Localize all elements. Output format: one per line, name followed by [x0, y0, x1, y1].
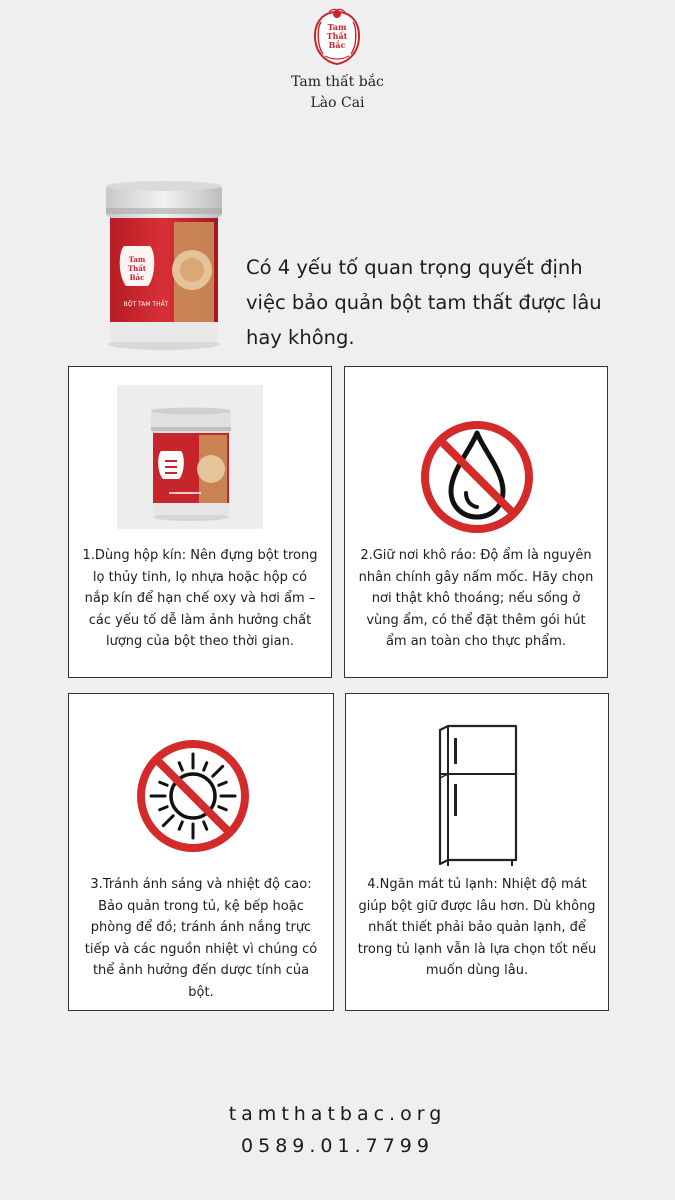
brand-name: [0, 72, 675, 114]
intro-text: Có 4 yếu tố quan trọng quyết định việc bảo quản bột tam thất được lâu hay không.: [246, 256, 602, 349]
sun-ray: [204, 822, 207, 829]
logo-text-3: Bắc: [328, 40, 346, 50]
jar-product-label: BỘT TAM THẤT: [123, 301, 169, 308]
refrigerator-icon: [436, 724, 520, 870]
sun-ray: [160, 807, 167, 810]
sun-ray: [179, 822, 182, 829]
no-sun-icon: [135, 738, 251, 854]
tip-text-4: 4.Ngăn mát tủ lạnh: Nhiệt độ mát giúp bột giữ được lâu hơn. Dù không nhất thiết phải bảo quản lạnh, để trong tủ lạnh vẫn là lựa chọn tốt nếu muốn dùng lâu.: [357, 877, 597, 978]
sun-ray: [213, 766, 223, 776]
tip-card-3: [68, 693, 334, 1011]
no-water-drop-icon: [419, 419, 535, 535]
logo-text-1: Tam: [327, 22, 347, 32]
product-jar-image: [104, 178, 224, 350]
footer-contact: [0, 1098, 675, 1162]
sun-ray: [219, 782, 226, 785]
logo-text-2: Thất: [326, 31, 348, 41]
sun-ray: [204, 763, 207, 770]
powder-jar-photo: [149, 405, 233, 521]
tip-card-4: [345, 693, 609, 1011]
tip-card-2: [344, 366, 608, 678]
sun-ray: [160, 782, 167, 785]
jar-label-3: Bắc: [129, 273, 145, 282]
tip-text-1: 1.Dùng hộp kín: Nên đựng bột trong lọ thủy tinh, lọ nhựa hoặc hộp có nắp kín để hạn chế oxy và hơi ẩm – các yếu tố dễ làm ảnh hưởng chất lượng của bột theo thời gian.: [82, 548, 318, 649]
sun-ray: [163, 816, 173, 826]
brand-name-line2: Lào Cai: [310, 95, 365, 111]
jar-label-2: Thất: [127, 264, 147, 273]
brand-name-line1: Tam thất bắc: [291, 74, 384, 90]
tip-card-1: [68, 366, 332, 678]
tip-text-3: 3.Tránh ánh sáng và nhiệt độ cao: Bảo quản trong tủ, kệ bếp hoặc phòng để đồ; tránh ánh nắng trực tiếp và các nguồn nhiệt vì chúng có thể ảnh hưởng đến dược tính của bột.: [84, 877, 318, 1000]
phone-number[interactable]: 0589.01.7799: [241, 1135, 434, 1157]
sun-ray: [219, 807, 226, 810]
website-link[interactable]: tamthatbac.org: [228, 1103, 447, 1125]
jar-label-1: Tam: [128, 255, 146, 264]
brand-logo: [311, 8, 363, 68]
sun-ray: [179, 763, 182, 770]
tip-text-2: 2.Giữ nơi khô ráo: Độ ẩm là nguyên nhân chính gây nấm mốc. Hãy chọn nơi thật khô thoáng; nếu sống ở vùng ẩm, có thể đặt thêm gói hút ẩm an toàn cho thực phẩm.: [358, 548, 594, 649]
